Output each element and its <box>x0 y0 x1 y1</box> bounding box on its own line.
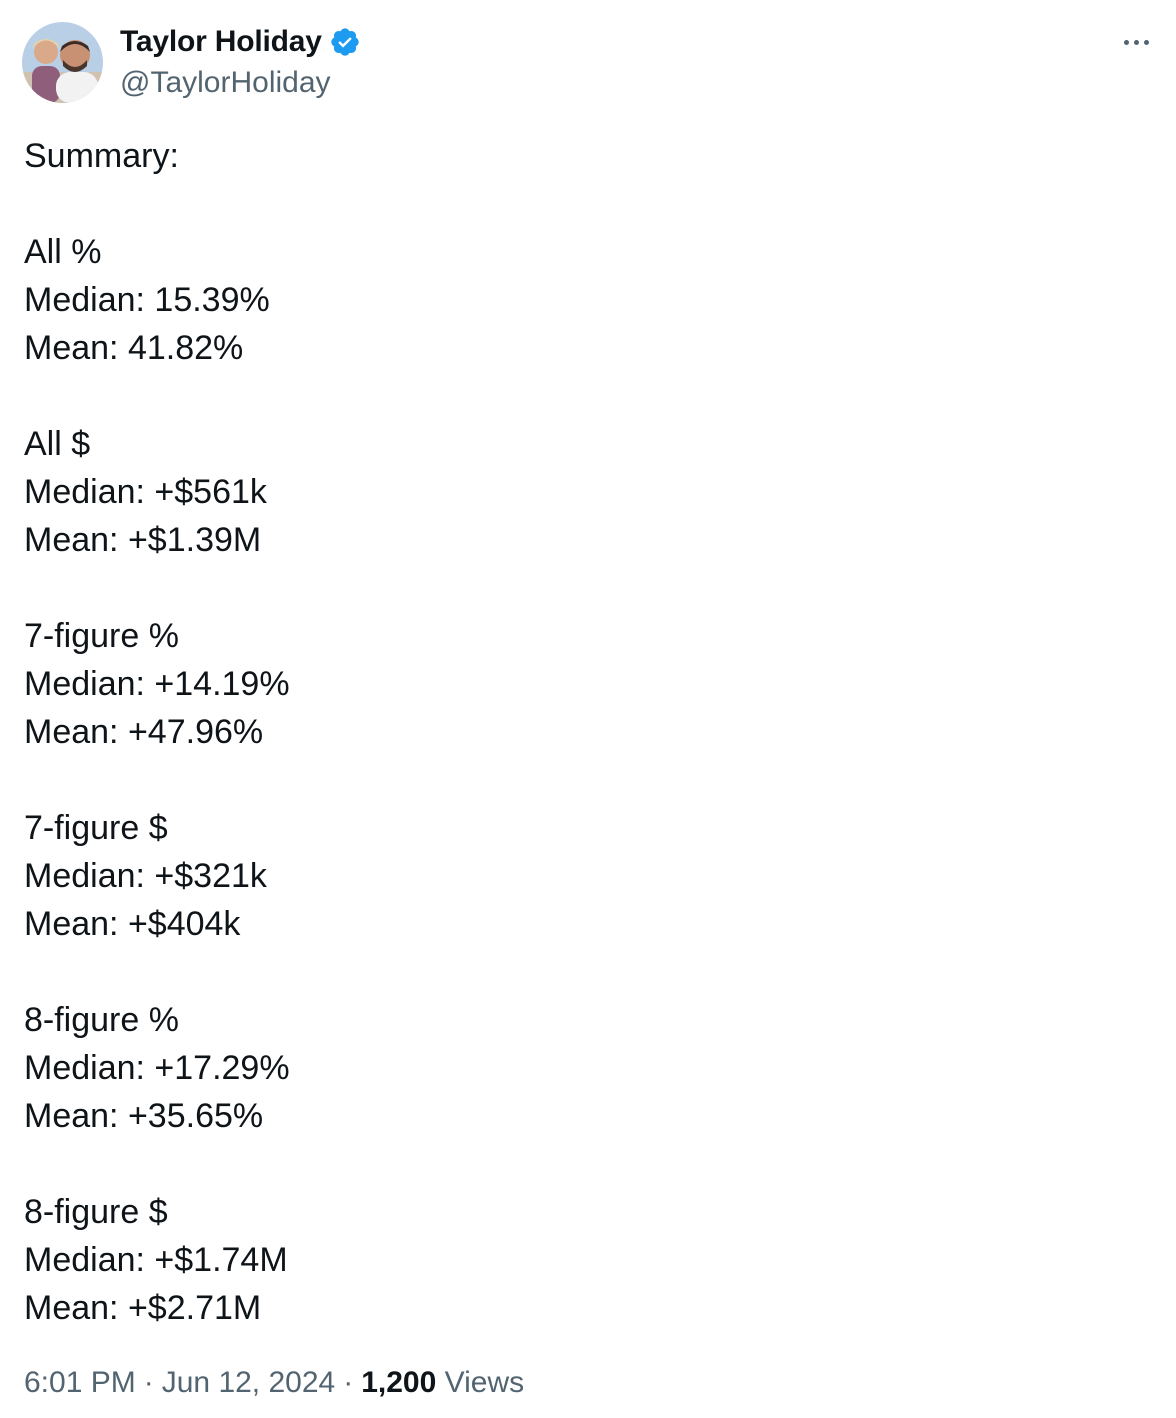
more-options-button[interactable] <box>1116 28 1156 56</box>
tweet-text-line: Mean: +$1.39M <box>24 521 262 559</box>
tweet-text-line: Mean: 41.82% <box>24 329 244 367</box>
name-row <box>120 22 361 62</box>
blank-line <box>24 180 1144 228</box>
separator: · <box>343 1366 354 1399</box>
separator: · <box>143 1366 154 1399</box>
tweet-text-line: Mean: +35.65% <box>24 1097 264 1135</box>
tweet-text-line: All $ <box>24 425 91 463</box>
handle[interactable]: @TaylorHoliday <box>120 66 331 99</box>
tweet-text-line: 7-figure % <box>24 617 179 655</box>
tweet-text-line: Median: +$1.74M <box>24 1241 288 1279</box>
tweet-text-line: Median: +$321k <box>24 857 267 895</box>
blank-line <box>24 372 1144 420</box>
blank-line <box>24 948 1144 996</box>
tweet-text-line: Median: +14.19% <box>24 665 290 703</box>
tweet-text <box>24 132 1144 1332</box>
tweet-text-line: 8-figure % <box>24 1001 179 1039</box>
avatar[interactable] <box>22 22 103 103</box>
tweet-time: 6:01 PM <box>24 1366 136 1399</box>
timestamp-link[interactable] <box>24 1366 335 1399</box>
tweet-date: Jun 12, 2024 <box>161 1366 336 1399</box>
tweet-text-line: All % <box>24 233 102 271</box>
more-horizontal-icon <box>1144 40 1149 45</box>
tweet-text-line: Mean: +$2.71M <box>24 1289 262 1327</box>
tweet-text-line: Median: +17.29% <box>24 1049 290 1087</box>
views-count: 1,200 <box>361 1366 437 1399</box>
avatar-image <box>22 22 103 103</box>
views-label: Views <box>444 1366 525 1399</box>
tweet-metadata <box>24 1360 524 1406</box>
blank-line <box>24 756 1144 804</box>
tweet-text-line: 7-figure $ <box>24 809 168 847</box>
tweet-text-line: Median: 15.39% <box>24 281 270 319</box>
tweet-text-line: Median: +$561k <box>24 473 267 511</box>
tweet-text-line: 8-figure $ <box>24 1193 168 1231</box>
display-name[interactable]: Taylor Holiday <box>120 25 322 58</box>
author-info <box>120 22 361 103</box>
verified-badge-icon <box>329 26 361 58</box>
more-horizontal-icon <box>1134 40 1139 45</box>
tweet-text-line: Mean: +$404k <box>24 905 241 943</box>
blank-line <box>24 1140 1144 1188</box>
tweet-text-line: Summary: <box>24 137 179 175</box>
more-horizontal-icon <box>1124 40 1129 45</box>
blank-line <box>24 564 1144 612</box>
tweet-text-line: Mean: +47.96% <box>24 713 264 751</box>
